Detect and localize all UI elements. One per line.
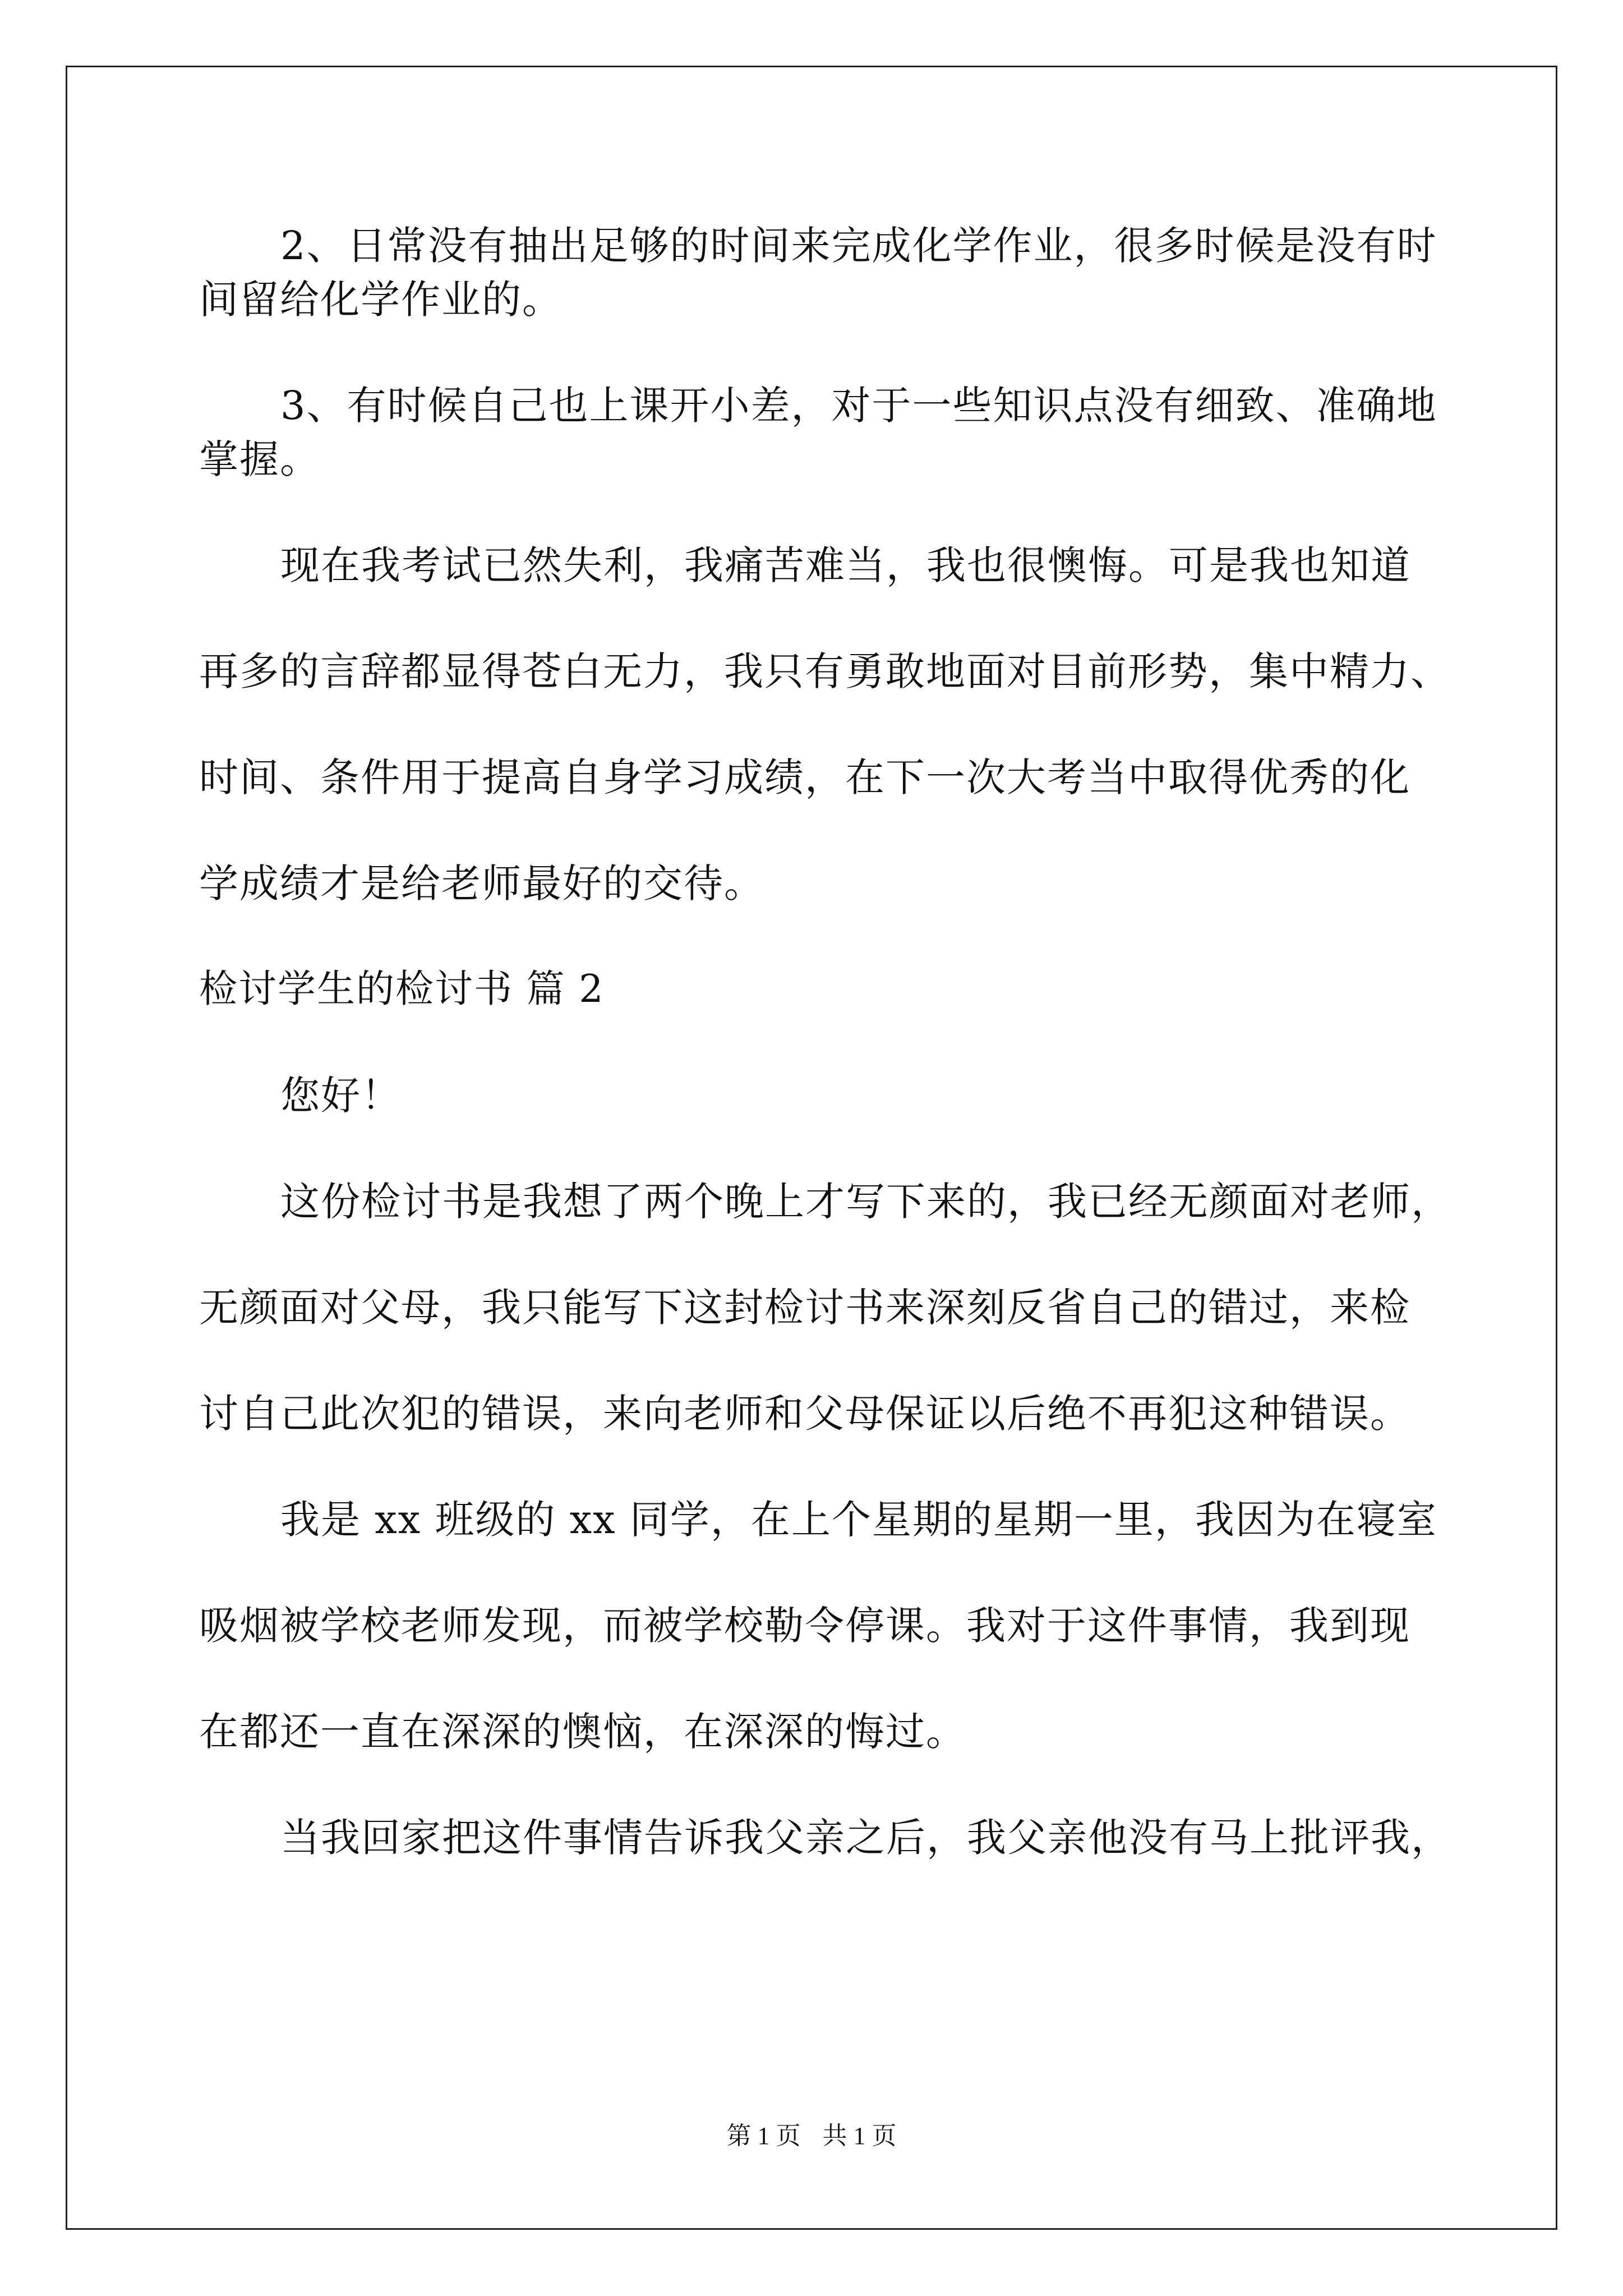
paragraph-line: 再多的言辞都显得苍白无力，我只有勇敢地面对目前形势，集中精力、 — [199, 648, 1451, 694]
paragraph-regret — [199, 539, 1451, 910]
paragraph-line: 在都还一直在深深的懊恼，在深深的悔过。 — [199, 1709, 966, 1755]
section-heading: 检讨学生的检讨书 篇 2 — [199, 967, 605, 1011]
greeting: 您好！ — [280, 1073, 402, 1119]
paragraph-item-3 — [199, 379, 1437, 486]
paragraph-line: 讨自己此次犯的错误，来向老师和父母保证以后绝不再犯这种错误。 — [199, 1391, 1410, 1437]
paragraph-line: 学成绩才是给老师最好的交待。 — [199, 861, 764, 907]
paragraph-line: 吸烟被学校老师发现，而被学校勒令停课。我对于这件事情，我到现 — [199, 1603, 1410, 1649]
page-total: 共 1 页 — [822, 2122, 897, 2150]
paragraph-item-2 — [199, 219, 1437, 326]
page-footer — [0, 2119, 1623, 2153]
paragraph-line: 掌握。 — [199, 436, 320, 482]
paragraph-line: 无颜面对父母，我只能写下这封检讨书来深刻反省自己的错过，来检 — [199, 1285, 1410, 1331]
paragraph-incident — [199, 1493, 1437, 1759]
paragraph-father — [199, 1811, 1451, 1865]
paragraph-line: 现在我考试已然失利，我痛苦难当，我也很懊悔。可是我也知道 — [280, 542, 1411, 588]
paragraph-line: 我是 xx 班级的 xx 同学，在上个星期的星期一里，我因为在寝室 — [280, 1497, 1437, 1543]
paragraph-line: 当我回家把这件事情告诉我父亲之后，我父亲他没有马上批评我， — [280, 1815, 1451, 1861]
paragraph-line: 这份检讨书是我想了两个晚上才写下来的，我已经无颜面对老师， — [280, 1179, 1451, 1225]
paragraph-line: 2、日常没有抽出足够的时间来完成化学作业，很多时候是没有时 — [280, 223, 1437, 269]
paragraph-line: 间留给化学作业的。 — [199, 277, 562, 323]
paragraph-line: 3、有时候自己也上课开小差，对于一些知识点没有细致、准确地 — [280, 383, 1437, 429]
paragraph-letter-intro — [199, 1175, 1451, 1441]
document-body — [199, 219, 1451, 1865]
paragraph-line: 时间、条件用于提高自身学习成绩，在下一次大考当中取得优秀的化 — [199, 754, 1410, 800]
page-number: 第 1 页 — [726, 2122, 801, 2150]
